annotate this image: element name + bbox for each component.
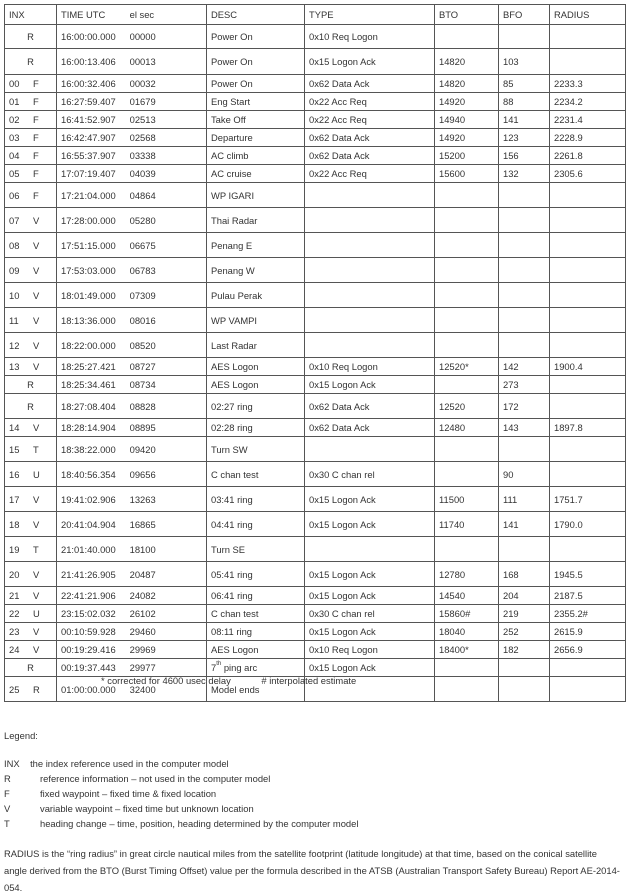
time-cell: 20:41:04.904 16865 [57,512,207,537]
time-cell: 19:41:02.906 13263 [57,487,207,512]
inx-cell: 04 F [5,147,57,165]
bfo-cell: 141 [499,512,550,537]
radius-cell [550,333,626,358]
bfo-cell [499,233,550,258]
desc-cell: 02:28 ring [207,419,305,437]
type-cell: 0x15 Logon Ack [305,587,435,605]
table-row [5,333,626,358]
radius-cell: 1945.5 [550,562,626,587]
desc-cell: Thai Radar [207,208,305,233]
bto-cell: 12520 [435,394,499,419]
bfo-cell: 143 [499,419,550,437]
type-cell: 0x15 Logon Ack [305,376,435,394]
inx-cell: 10 V [5,283,57,308]
time-cell: 16:42:47.907 02568 [57,129,207,147]
legend-item: F fixed waypoint – fixed time & fixed location [4,788,217,799]
type-cell [305,183,435,208]
bto-cell: 12780 [435,562,499,587]
bfo-cell: 142 [499,358,550,376]
desc-cell: Penang W [207,258,305,283]
inx-cell: 20 V [5,562,57,587]
legend-item: R reference information – not used in the computer model [4,773,271,784]
radius-cell: 1897.8 [550,419,626,437]
inx-cell: 00 F [5,75,57,93]
type-cell: 0x62 Data Ack [305,147,435,165]
type-cell: 0x15 Logon Ack [305,562,435,587]
bfo-cell: 204 [499,587,550,605]
desc-cell: WP IGARI [207,183,305,208]
type-cell: 0x62 Data Ack [305,419,435,437]
bto-cell [435,233,499,258]
bfo-cell [499,258,550,283]
bfo-cell: 141 [499,111,550,129]
bto-cell [435,183,499,208]
bfo-cell [499,308,550,333]
desc-cell: 7th ping arc [207,659,305,677]
bfo-cell: 172 [499,394,550,419]
inx-cell: 25 R [5,677,57,702]
desc-cell: Power On [207,75,305,93]
desc-cell: 08:11 ring [207,623,305,641]
time-cell: 17:53:03.000 06783 [57,258,207,283]
bfo-cell: 88 [499,93,550,111]
table-row [5,233,626,258]
time-cell: 21:41:26.905 20487 [57,562,207,587]
table-row [5,437,626,462]
radius-cell [550,376,626,394]
table-row [5,49,626,75]
inx-cell: 24 V [5,641,57,659]
time-cell: 16:27:59.407 01679 [57,93,207,111]
radius-cell [550,233,626,258]
type-cell: 0x15 Logon Ack [305,659,435,677]
desc-cell: AES Logon [207,358,305,376]
desc-cell: Departure [207,129,305,147]
inx-cell: 02 F [5,111,57,129]
time-cell: 18:28:14.904 08895 [57,419,207,437]
inx-cell: 15 T [5,437,57,462]
inx-cell: 18 V [5,512,57,537]
inx-cell: 11 V [5,308,57,333]
inx-cell: 08 V [5,233,57,258]
header-radius: RADIUS [550,5,626,25]
time-cell: 17:28:00.000 05280 [57,208,207,233]
desc-cell: AC cruise [207,165,305,183]
bfo-cell: 182 [499,641,550,659]
inx-cell: 12 V [5,333,57,358]
desc-cell: AES Logon [207,376,305,394]
radius-cell: 2228.9 [550,129,626,147]
bfo-cell: 85 [499,75,550,93]
bfo-cell: 103 [499,49,550,75]
radius-cell [550,283,626,308]
radius-cell [550,258,626,283]
type-cell: 0x30 C chan rel [305,605,435,623]
bto-cell: 11740 [435,512,499,537]
radius-cell: 2305.6 [550,165,626,183]
bfo-cell: 219 [499,605,550,623]
time-cell: 23:15:02.032 26102 [57,605,207,623]
table-row [5,308,626,333]
desc-cell: 02:27 ring [207,394,305,419]
type-cell: 0x15 Logon Ack [305,512,435,537]
radius-cell [550,659,626,677]
table-row [5,587,626,605]
inx-cell: 17 V [5,487,57,512]
bto-cell: 15600 [435,165,499,183]
inx-cell: 21 V [5,587,57,605]
time-cell: 18:40:56.354 09656 [57,462,207,487]
time-cell: 18:38:22.000 09420 [57,437,207,462]
bfo-cell [499,659,550,677]
table-row [5,512,626,537]
radius-cell: 2187.5 [550,587,626,605]
bfo-cell: 132 [499,165,550,183]
radius-cell [550,537,626,562]
bto-cell: 14820 [435,75,499,93]
footnotes [101,675,356,686]
table-row [5,394,626,419]
time-cell: 00:19:37.443 29977 [57,659,207,677]
table-row [5,641,626,659]
desc-cell: Turn SE [207,537,305,562]
bto-cell: 11500 [435,487,499,512]
bto-cell [435,462,499,487]
type-cell [305,308,435,333]
time-cell: 18:25:34.461 08734 [57,376,207,394]
table-row [5,25,626,49]
inx-cell: 06 F [5,183,57,208]
table-row [5,75,626,93]
flight-events-table [4,4,626,702]
table-row [5,93,626,111]
bto-cell [435,25,499,49]
radius-cell: 1790.0 [550,512,626,537]
radius-cell: 2231.4 [550,111,626,129]
bfo-cell: 273 [499,376,550,394]
desc-cell: Power On [207,25,305,49]
footnote-corrected: * corrected for 4600 usec delay [101,675,231,686]
inx-cell: 09 V [5,258,57,283]
inx-cell: R [5,376,57,394]
time-cell: 16:41:52.907 02513 [57,111,207,129]
radius-cell [550,25,626,49]
desc-cell: WP VAMPI [207,308,305,333]
bto-cell [435,376,499,394]
bto-cell [435,308,499,333]
bfo-cell: 156 [499,147,550,165]
bfo-cell [499,333,550,358]
type-cell: 0x62 Data Ack [305,75,435,93]
radius-cell [550,49,626,75]
type-cell: 0x62 Data Ack [305,129,435,147]
time-cell: 16:55:37.907 03338 [57,147,207,165]
type-cell: 0x22 Acc Req [305,93,435,111]
desc-cell: Eng Start [207,93,305,111]
table-row [5,487,626,512]
bto-cell [435,537,499,562]
inx-cell: 22 U [5,605,57,623]
desc-cell: C chan test [207,462,305,487]
desc-cell: Power On [207,49,305,75]
desc-cell: 05:41 ring [207,562,305,587]
table-row [5,283,626,308]
desc-cell: 03:41 ring [207,487,305,512]
bto-cell: 12520* [435,358,499,376]
bto-cell: 15860# [435,605,499,623]
desc-cell: C chan test [207,605,305,623]
inx-cell: 14 V [5,419,57,437]
bto-cell: 14820 [435,49,499,75]
time-cell: 01:00:00.000 32400 [57,677,207,702]
header-time: TIME UTC el sec [57,5,207,25]
header-bto: BTO [435,5,499,25]
bto-cell: 14540 [435,587,499,605]
time-cell: 00:10:59.928 29460 [57,623,207,641]
table-row [5,462,626,487]
bfo-cell [499,25,550,49]
type-cell: 0x10 Req Logon [305,641,435,659]
time-cell: 21:01:40.000 18100 [57,537,207,562]
legend-item: T heading change – time, position, heading determined by the computer model [4,818,359,829]
bto-cell [435,283,499,308]
bto-cell [435,333,499,358]
time-cell: 18:13:36.000 08016 [57,308,207,333]
table-row [5,111,626,129]
radius-cell: 2261.8 [550,147,626,165]
type-cell: 0x15 Logon Ack [305,487,435,512]
bto-cell: 14940 [435,111,499,129]
table-row [5,208,626,233]
table-row [5,623,626,641]
bfo-cell [499,537,550,562]
type-cell: 0x22 Acc Req [305,165,435,183]
inx-cell: 13 V [5,358,57,376]
radius-cell [550,308,626,333]
inx-cell: 05 F [5,165,57,183]
table-row [5,147,626,165]
bto-cell [435,258,499,283]
bfo-cell [499,283,550,308]
time-cell: 00:19:29.416 29969 [57,641,207,659]
header-type: TYPE [305,5,435,25]
radius-cell: 1751.7 [550,487,626,512]
type-cell: 0x30 C chan rel [305,462,435,487]
radius-cell [550,677,626,702]
type-cell [305,537,435,562]
radius-cell [550,462,626,487]
table-row [5,562,626,587]
table-row [5,419,626,437]
radius-cell: 1900.4 [550,358,626,376]
inx-cell: R [5,659,57,677]
bto-cell: 18400* [435,641,499,659]
radius-cell [550,183,626,208]
header-bfo: BFO [499,5,550,25]
bto-cell [435,677,499,702]
header-inx: INX [5,5,57,25]
desc-cell: AC climb [207,147,305,165]
time-cell: 16:00:13.406 00013 [57,49,207,75]
time-cell: 18:01:49.000 07309 [57,283,207,308]
desc-cell: AES Logon [207,641,305,659]
desc-cell: Last Radar [207,333,305,358]
time-cell: 16:00:32.406 00032 [57,75,207,93]
table-row [5,605,626,623]
bfo-cell [499,208,550,233]
radius-cell: 2656.9 [550,641,626,659]
table-row [5,358,626,376]
time-cell: 18:27:08.404 08828 [57,394,207,419]
table-row [5,183,626,208]
bto-cell [435,659,499,677]
radius-cell [550,208,626,233]
type-cell [305,283,435,308]
radius-note: RADIUS is the “ring radius” in great circle nautical miles from the satellite footprint (latitude longitude) at that time, based on the conical satellite angle derived from the BTO (Burst Timing Offset) value per the formula described in the ATSB (Australian Transport Safety Bureau) Report AE-2014-054. [4,848,620,893]
inx-cell: 23 V [5,623,57,641]
inx-cell: R [5,25,57,49]
header-row [5,5,626,25]
inx-cell: 03 F [5,129,57,147]
table-row [5,165,626,183]
bfo-cell [499,677,550,702]
desc-cell: Penang E [207,233,305,258]
type-cell [305,437,435,462]
bfo-cell: 168 [499,562,550,587]
time-cell: 18:22:00.000 08520 [57,333,207,358]
type-cell: 0x15 Logon Ack [305,49,435,75]
table-row [5,376,626,394]
desc-cell: Take Off [207,111,305,129]
bfo-cell: 252 [499,623,550,641]
type-cell [305,258,435,283]
desc-cell: 06:41 ring [207,587,305,605]
inx-cell: 01 F [5,93,57,111]
radius-cell: 2234.2 [550,93,626,111]
bfo-cell: 90 [499,462,550,487]
table-row [5,258,626,283]
bfo-cell: 111 [499,487,550,512]
type-cell: 0x62 Data Ack [305,394,435,419]
type-cell [305,333,435,358]
radius-cell [550,437,626,462]
inx-cell: R [5,49,57,75]
bto-cell: 14920 [435,93,499,111]
time-cell: 17:51:15.000 06675 [57,233,207,258]
inx-cell: 07 V [5,208,57,233]
bfo-cell: 123 [499,129,550,147]
type-cell: 0x10 Req Logon [305,358,435,376]
bfo-cell [499,437,550,462]
bto-cell [435,208,499,233]
type-cell: 0x22 Acc Req [305,111,435,129]
desc-cell: 04:41 ring [207,512,305,537]
legend-item: INX the index reference used in the computer model [4,758,229,769]
table-row [5,537,626,562]
legend-title: Legend: [4,730,38,741]
bfo-cell [499,183,550,208]
radius-cell: 2233.3 [550,75,626,93]
time-cell: 17:07:19.407 04039 [57,165,207,183]
time-cell: 16:00:00.000 00000 [57,25,207,49]
header-desc: DESC [207,5,305,25]
radius-cell: 2615.9 [550,623,626,641]
bto-cell: 14920 [435,129,499,147]
desc-cell: Model ends [207,677,305,702]
table-row [5,129,626,147]
type-cell [305,233,435,258]
inx-cell: 16 U [5,462,57,487]
type-cell [305,208,435,233]
bto-cell: 12480 [435,419,499,437]
bto-cell: 18040 [435,623,499,641]
inx-cell: R [5,394,57,419]
time-cell: 22:41:21.906 24082 [57,587,207,605]
table-row [5,659,626,677]
radius-cell: 2355.2# [550,605,626,623]
footnote-interpolated: # interpolated estimate [261,675,357,686]
bto-cell: 15200 [435,147,499,165]
time-cell: 18:25:27.421 08727 [57,358,207,376]
type-cell: 0x15 Logon Ack [305,623,435,641]
time-cell: 17:21:04.000 04864 [57,183,207,208]
radius-cell [550,394,626,419]
legend-item: V variable waypoint – fixed time but unknown location [4,803,254,814]
desc-cell: Pulau Perak [207,283,305,308]
inx-cell: 19 T [5,537,57,562]
desc-cell: Turn SW [207,437,305,462]
bto-cell [435,437,499,462]
type-cell: 0x10 Req Logon [305,25,435,49]
